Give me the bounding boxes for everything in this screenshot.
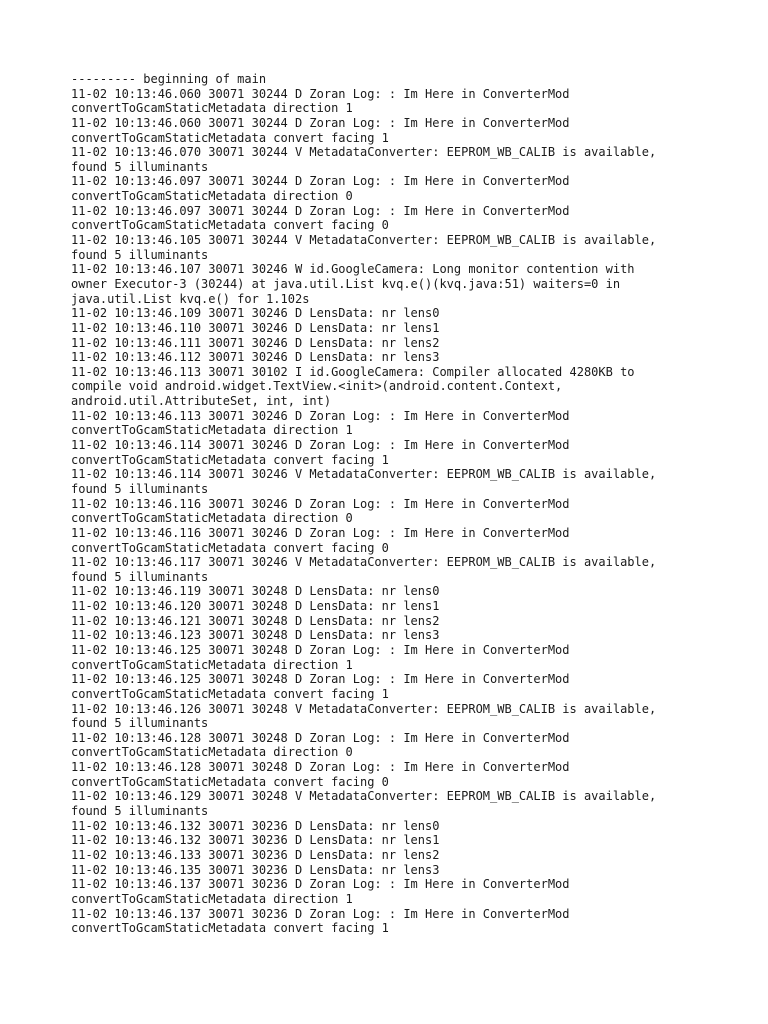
log-line: convertToGcamStaticMetadata convert facing 1 — [71, 130, 389, 145]
log-line: convertToGcamStaticMetadata direction 1 — [71, 423, 353, 438]
log-line: found 5 illuminants — [71, 481, 209, 496]
log-line: java.util.List kvq.e() for 1.102s — [71, 291, 310, 306]
log-line: found 5 illuminants — [71, 804, 209, 819]
log-line: 11-02 10:13:46.109 30071 30246 D LensData: nr lens0 — [71, 306, 440, 321]
log-line: 11-02 10:13:46.110 30071 30246 D LensData: nr lens1 — [71, 320, 440, 335]
log-line: convertToGcamStaticMetadata direction 1 — [71, 891, 353, 906]
log-line: 11-02 10:13:46.137 30071 30236 D Zoran Log: : Im Here in ConverterMod — [71, 906, 570, 921]
log-line: 11-02 10:13:46.125 30071 30248 D Zoran Log: : Im Here in ConverterMod — [71, 642, 570, 657]
log-line: 11-02 10:13:46.113 30071 30102 I id.GoogleCamera: Compiler allocated 4280KB to — [71, 364, 635, 379]
log-line: 11-02 10:13:46.116 30071 30246 D Zoran Log: : Im Here in ConverterMod — [71, 525, 570, 540]
log-line: 11-02 10:13:46.111 30071 30246 D LensData: nr lens2 — [71, 335, 440, 350]
log-line: 11-02 10:13:46.060 30071 30244 D Zoran Log: : Im Here in ConverterMod — [71, 115, 570, 130]
log-line: found 5 illuminants — [71, 159, 209, 174]
log-line: --------- beginning of main — [71, 72, 267, 86]
log-line: 11-02 10:13:46.120 30071 30248 D LensData: nr lens1 — [71, 599, 440, 614]
log-line: convertToGcamStaticMetadata convert facing 0 — [71, 540, 389, 555]
log-line: convertToGcamStaticMetadata convert facing 1 — [71, 921, 389, 936]
log-line: 11-02 10:13:46.132 30071 30236 D LensData: nr lens1 — [71, 833, 440, 848]
log-line: compile void android.widget.TextView.<init>(android.content.Context, — [71, 379, 563, 394]
log-line: 11-02 10:13:46.129 30071 30248 V MetadataConverter: EEPROM_WB_CALIB is available, — [71, 789, 657, 804]
log-line: 11-02 10:13:46.114 30071 30246 V MetadataConverter: EEPROM_WB_CALIB is available, — [71, 467, 657, 482]
log-line: 11-02 10:13:46.133 30071 30236 D LensData: nr lens2 — [71, 847, 440, 862]
log-line: 11-02 10:13:46.112 30071 30246 D LensData: nr lens3 — [71, 350, 440, 365]
log-line: convertToGcamStaticMetadata direction 0 — [71, 189, 353, 204]
log-line: 11-02 10:13:46.128 30071 30248 D Zoran Log: : Im Here in ConverterMod — [71, 730, 570, 745]
log-output — [71, 72, 711, 936]
log-line: 11-02 10:13:46.114 30071 30246 D Zoran Log: : Im Here in ConverterMod — [71, 438, 570, 453]
log-line: convertToGcamStaticMetadata direction 0 — [71, 745, 353, 760]
log-line: 11-02 10:13:46.123 30071 30248 D LensData: nr lens3 — [71, 628, 440, 643]
log-line: 11-02 10:13:46.132 30071 30236 D LensData: nr lens0 — [71, 818, 440, 833]
log-line: 11-02 10:13:46.097 30071 30244 D Zoran Log: : Im Here in ConverterMod — [71, 203, 570, 218]
log-line: 11-02 10:13:46.113 30071 30246 D Zoran Log: : Im Here in ConverterMod — [71, 408, 570, 423]
log-line: 11-02 10:13:46.070 30071 30244 V MetadataConverter: EEPROM_WB_CALIB is available, — [71, 145, 657, 160]
log-line: 11-02 10:13:46.107 30071 30246 W id.GoogleCamera: Long monitor contention with — [71, 262, 635, 277]
log-line: convertToGcamStaticMetadata convert facing 1 — [71, 686, 389, 701]
log-line: convertToGcamStaticMetadata direction 1 — [71, 657, 353, 672]
log-line: convertToGcamStaticMetadata direction 0 — [71, 511, 353, 526]
log-line: 11-02 10:13:46.137 30071 30236 D Zoran Log: : Im Here in ConverterMod — [71, 877, 570, 892]
log-line: 11-02 10:13:46.135 30071 30236 D LensData: nr lens3 — [71, 862, 440, 877]
log-line: 11-02 10:13:46.116 30071 30246 D Zoran Log: : Im Here in ConverterMod — [71, 496, 570, 511]
log-line: convertToGcamStaticMetadata convert facing 0 — [71, 218, 389, 233]
log-line: 11-02 10:13:46.105 30071 30244 V MetadataConverter: EEPROM_WB_CALIB is available, — [71, 233, 657, 248]
log-line: convertToGcamStaticMetadata convert facing 1 — [71, 452, 389, 467]
log-line: 11-02 10:13:46.128 30071 30248 D Zoran Log: : Im Here in ConverterMod — [71, 760, 570, 775]
log-line: 11-02 10:13:46.125 30071 30248 D Zoran Log: : Im Here in ConverterMod — [71, 672, 570, 687]
log-line: found 5 illuminants — [71, 716, 209, 731]
log-line: owner Executor-3 (30244) at java.util.List kvq.e()(kvq.java:51) waiters=0 in — [71, 276, 621, 291]
log-line: 11-02 10:13:46.119 30071 30248 D LensData: nr lens0 — [71, 584, 440, 599]
log-line: found 5 illuminants — [71, 247, 209, 262]
log-line: found 5 illuminants — [71, 569, 209, 584]
log-line: 11-02 10:13:46.121 30071 30248 D LensData: nr lens2 — [71, 613, 440, 628]
log-line: android.util.AttributeSet, int, int) — [71, 394, 332, 409]
log-line: convertToGcamStaticMetadata direction 1 — [71, 101, 353, 116]
log-line: convertToGcamStaticMetadata convert facing 0 — [71, 774, 389, 789]
log-line: 11-02 10:13:46.060 30071 30244 D Zoran Log: : Im Here in ConverterMod — [71, 86, 570, 101]
log-line: 11-02 10:13:46.126 30071 30248 V MetadataConverter: EEPROM_WB_CALIB is available, — [71, 701, 657, 716]
log-line: 11-02 10:13:46.097 30071 30244 D Zoran Log: : Im Here in ConverterMod — [71, 174, 570, 189]
log-line: 11-02 10:13:46.117 30071 30246 V MetadataConverter: EEPROM_WB_CALIB is available, — [71, 555, 657, 570]
